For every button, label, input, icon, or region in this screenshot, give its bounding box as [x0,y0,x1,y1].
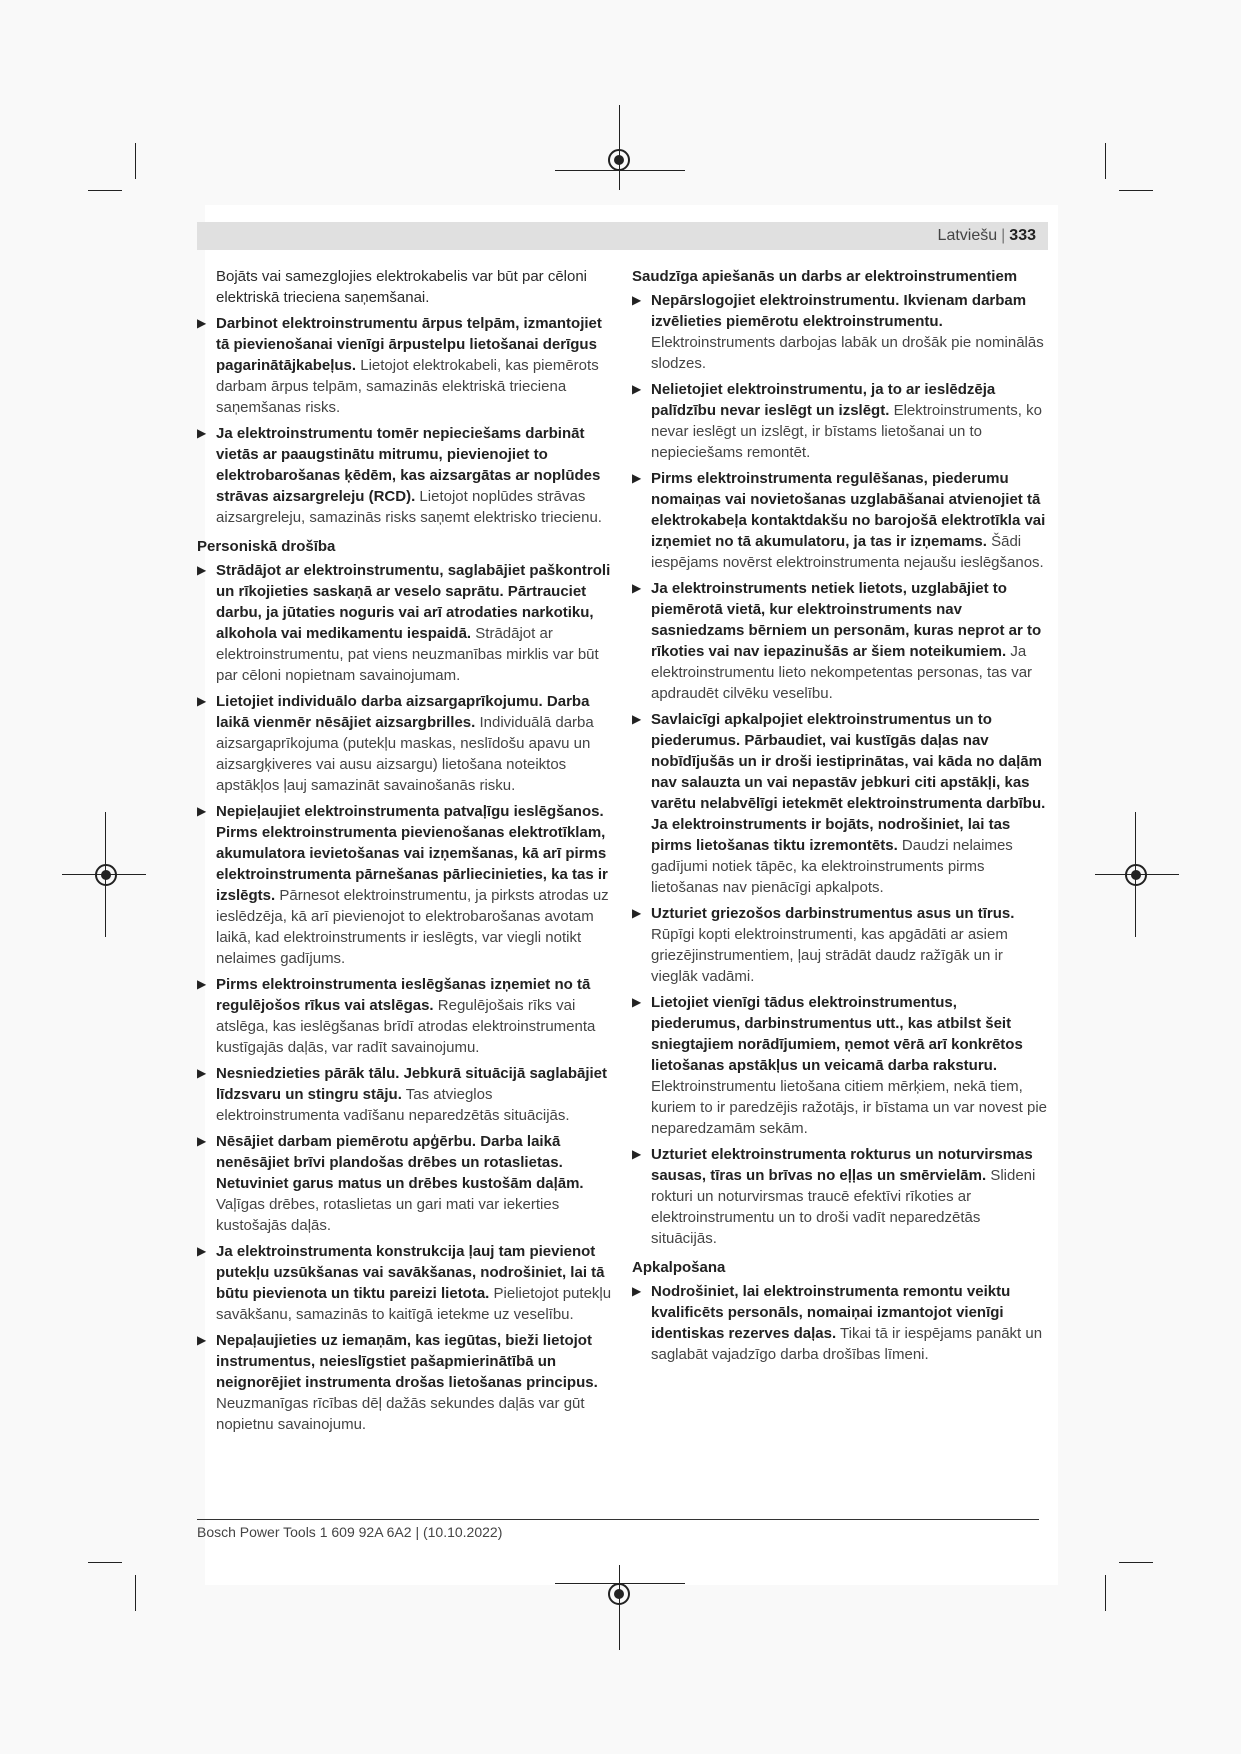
bullet-arrow-icon: ▶ [632,995,642,1009]
item-normal-text: Elektroinstruments darbojas labāk un drošāk pie nominālās slodzes. [651,334,1044,372]
bullet-arrow-icon: ▶ [632,906,642,920]
item-normal-text: Tikai tā ir iespējams panākt un saglabāt vajadzīgo darba drošības līmeni. [651,1325,1043,1363]
item-bold-text: Nesniedzieties pārāk tālu. Jebkurā situācijā saglabājiet līdzsvaru un stingru stāju. [216,1065,608,1103]
bullet-arrow-icon: ▶ [632,712,642,726]
bullet-arrow-icon: ▶ [632,382,642,396]
bullet-arrow-icon: ▶ [197,1244,207,1258]
item-normal-text: Elektroinstrumentu lietošana citiem mērķiem, nekā tiem, kuriem to ir paredzējis ražotājs, ir bīstama un var novest pie neparedzamām sekām. [651,1078,1047,1137]
list-item [632,468,1048,573]
right-column [632,266,1048,1370]
crop-mark [135,143,136,179]
list-item [197,1241,615,1325]
list-item [632,1144,1048,1249]
item-normal-text: Neuzmanīgas rīcības dēļ dažās sekundes daļās var gūt nopietnu savainojumu. [216,1395,585,1433]
list-item [197,691,615,796]
item-bold-text: Uzturiet griezošos darbinstrumentus asus un tīrus. [651,905,1015,922]
item-normal-text: Elektroinstruments, ko nevar ieslēgt un izslēgt, ir bīstams lietošanai un to nepieciešams remontēt. [651,402,1042,461]
item-normal-text: Vaļīgas drēbes, rotaslietas un gari mati var iekerties kustošajās daļās. [216,1196,560,1234]
header-language: Latviešu [937,227,998,244]
section-title-tool-use: Saudzīga apiešanās un darbs ar elektroinstrumentiem [632,268,1018,285]
registration-target-icon [608,1583,630,1605]
item-bold-text: Nelietojiet elektroinstrumentu, ja to ar ieslēdzēja palīdzību nevar ieslēgt un izslēgt. [651,381,996,419]
header-separator: | [1001,227,1006,244]
bullet-arrow-icon: ▶ [632,1284,642,1298]
registration-line [619,105,620,190]
crop-mark [88,1562,122,1563]
item-normal-text: Slideni rokturi un noturvirsmas traucē efektīvi rīkoties ar elektroinstrumentu un to droši vadīt neparedzētās situācijās. [651,1167,1036,1247]
bullet-arrow-icon: ▶ [197,1134,207,1148]
item-normal-text: Tas atvieglos elektroinstrumenta vadīšanu neparedzētās situācijās. [216,1086,570,1124]
section-title-service: Apkalpošana [632,1259,726,1276]
item-bold-text: Lietojiet individuālo darba aizsargaprīkojumu. Darba laikā vienmēr nēsājiet aizsargbrilles. [216,693,590,731]
bullet-arrow-icon: ▶ [197,563,207,577]
bullet-arrow-icon: ▶ [632,1147,642,1161]
item-normal-text: Daudzi nelaimes gadījumi notiek tāpēc, ka elektroinstruments pirms lietošanas nav pienācīgi apkalpots. [651,837,1013,896]
list-item [197,801,615,969]
bullet-arrow-icon: ▶ [197,316,207,330]
item-bold-text: Lietojiet vienīgi tādus elektroinstrumentus, piederumus, darbinstrumentus utt., kas atbilst šeit sniegtajiem norādījumiem, ņemot vērā arī konkrētos lietošanas apstākļus un veicamā darba raksturu. [651,994,1023,1074]
registration-target-icon [95,864,117,886]
crop-mark [88,190,122,191]
crop-mark [1119,1562,1153,1563]
item-normal-text: Lietojot noplūdes strāvas aizsargreleju, samazinās risks saņemt elektrisko triecienu. [216,488,602,526]
item-normal-text: Pielietojot putekļu savākšanu, samazinās to kaitīgā ietekme uz veselību. [216,1285,612,1323]
bullet-arrow-icon: ▶ [197,426,207,440]
item-normal-text: Šādi iespējams novērst elektroinstrumenta nejaušu ieslēgšanos. [651,533,1044,571]
list-item [197,1063,615,1126]
item-normal-text: Pārnesot elektroinstrumentu, ja pirksts atrodas uz ieslēdzēja, kā arī pievienojot to elektrobarošanas avotam laikā, kad elektroinstruments ir ieslēgts, var viegli notikt nelaimes gadījums. [216,887,609,967]
page-header [197,222,1048,250]
list-item [197,560,615,686]
list-item [632,1281,1048,1365]
bullet-arrow-icon: ▶ [632,293,642,307]
item-bold-text: Savlaicīgi apkalpojiet elektroinstrumentus un to piederumus. Pārbaudiet, vai kustīgās daļas nav nobīdījušās un ir droši iestiprinātas, vai kāda no daļām nav salauzta un vai nepastāv jebkuri citi apstākļi, kas varētu nelabvēlīgi ietekmēt elektroinstrumenta darbību. Ja elektroinstruments ir bojāts, nodrošiniet, lai tas pirms lietošanas tiktu izremontēts. [651,711,1046,854]
list-item [197,974,615,1058]
list-item [197,1330,615,1435]
list-item [632,290,1048,374]
item-bold-text: Pirms elektroinstrumenta regulēšanas, piederumu nomaiņas vai novietošanas uzglabāšanai atvienojiet tā elektrokabeļa kontaktdakšu no barojošā elektrotīkla vai izņemiet no tā akumulatoru, ja tas ir izņemams. [651,470,1046,550]
item-bold-text: Pirms elektroinstrumenta ieslēgšanas izņemiet no tā regulējošos rīkus vai atslēgas. [216,976,591,1014]
crop-mark [1105,1575,1106,1611]
list-item [197,423,615,528]
item-bold-text: Ja elektroinstrumentu tomēr nepieciešams darbināt vietās ar paaugstinātu mitrumu, pievienojiet to elektrobarošanas ķēdēm, kas aizsargātas ar noplūdes strāvas aizsargreleju (RCD). [216,425,601,505]
item-normal-text: Rūpīgi kopti elektroinstrumenti, kas apgādāti ar asiem griezējinstrumentiem, ļauj strādāt daudz ražīgāk un ir vieglāk vadāmi. [651,926,1008,985]
item-normal-text: Ja elektroinstrumentu lieto nekompetentas personas, tas var apdraudēt cilvēku veselību. [651,643,1033,702]
list-item [197,313,615,418]
list-item [632,578,1048,704]
item-bold-text: Nēsājiet darbam piemērotu apģērbu. Darba laikā nenēsājiet brīvi plandošas drēbes un rotaslietas. Netuviniet garus matus un drēbes kustošām daļām. [216,1133,584,1192]
bullet-arrow-icon: ▶ [197,694,207,708]
bullet-arrow-icon: ▶ [197,804,207,818]
list-item [632,903,1048,987]
item-normal-text: Strādājot ar elektroinstrumentu, pat viens neuzmanības mirklis var būt par cēloni nopietnam savainojumam. [216,625,599,684]
bullet-arrow-icon: ▶ [197,977,207,991]
item-normal-text: Regulējošais rīks vai atslēga, kas ieslēgšanas brīdī atrodas elektroinstrumenta kustīgajās daļās, var radīt savainojumu. [216,997,596,1056]
list-item [632,379,1048,463]
item-bold-text: Uzturiet elektroinstrumenta rokturus un noturvirsmas sausas, tīras un brīvas no eļļas un smērvielām. [651,1146,1033,1184]
item-bold-text: Darbinot elektroinstrumentu ārpus telpām, izmantojiet tā pievienošanai vienīgi ārpustelpu lietošanai derīgus pagarinātājkabeļus. [216,315,602,374]
registration-line [619,1565,620,1650]
bullet-arrow-icon: ▶ [197,1066,207,1080]
list-item [197,1131,615,1236]
item-bold-text: Nepieļaujiet elektroinstrumenta patvaļīgu ieslēgšanos. Pirms elektroinstrumenta pievienošanas elektrotīklam, akumulatora ievietošanas vai izņemšanas, kā arī pirms elektroinstrumenta pārnešanas pārliecinieties, ka tas ir izslēgts. [216,803,608,904]
registration-target-icon [608,149,630,171]
list-item [632,709,1048,898]
bullet-arrow-icon: ▶ [632,471,642,485]
page-number: 333 [1009,227,1036,244]
crop-mark [135,1575,136,1611]
item-bold-text: Nepaļaujieties uz iemaņām, kas iegūtas, bieži lietojot instrumentus, neieslīgstiet pašapmierinātībā un neignorējiet instrumenta drošas lietošanas principus. [216,1332,598,1391]
intro-text: Bojāts vai samezglojies elektrokabelis var būt par cēloni elektriskā trieciena saņemšanai. [216,268,588,306]
bullet-arrow-icon: ▶ [632,581,642,595]
item-bold-text: Ja elektroinstrumenta konstrukcija ļauj tam pievienot putekļu uzsūkšanas vai savākšanas, nodrošiniet, lai tā būtu pievienota un tiktu pareizi lietota. [216,1243,605,1302]
registration-target-icon [1125,864,1147,886]
list-item [632,992,1048,1139]
crop-mark [1119,190,1153,191]
page-footer: Bosch Power Tools 1 609 92A 6A2 | (10.10.2022) [197,1524,503,1540]
item-normal-text: Individuālā darba aizsargaprīkojuma (putekļu maskas, neslīdošu apavu un aizsargķiveres vai ausu aizsargu) lietošana noteiktos apstākļos ļauj samazināt savainošanās risku. [216,714,594,794]
left-column [197,266,615,1440]
footer-divider [197,1519,1039,1520]
item-normal-text: Lietojot elektrokabeli, kas piemērots darbam ārpus telpām, samazinās elektriskā trieciena saņemšanas risks. [216,357,599,416]
item-bold-text: Strādājot ar elektroinstrumentu, saglabājiet paškontroli un rīkojieties saskaņā ar veselo saprātu. Pārtrauciet darbu, ja jūtaties noguris vai arī atrodaties narkotiku, alkohola vai medikamentu iespaidā. [216,562,611,642]
item-bold-text: Nodrošiniet, lai elektroinstrumenta remontu veiktu kvalificēts personāls, nomaiņai izmantojot vienīgi identiskas rezerves daļas. [651,1283,1011,1342]
item-bold-text: Ja elektroinstruments netiek lietots, uzglabājiet to piemērotā vietā, kur elektroinstruments nav sasniedzams bērniem un personām, kuras neprot ar to rīkoties vai nav iepazinušās ar šiem noteikumiem. [651,580,1042,660]
bullet-arrow-icon: ▶ [197,1333,207,1347]
section-title-personal-safety: Personiskā drošība [197,538,336,555]
item-bold-text: Nepārslogojiet elektroinstrumentu. Ikvienam darbam izvēlieties piemērotu elektroinstrumentu. [651,292,1027,330]
crop-mark [1105,143,1106,179]
